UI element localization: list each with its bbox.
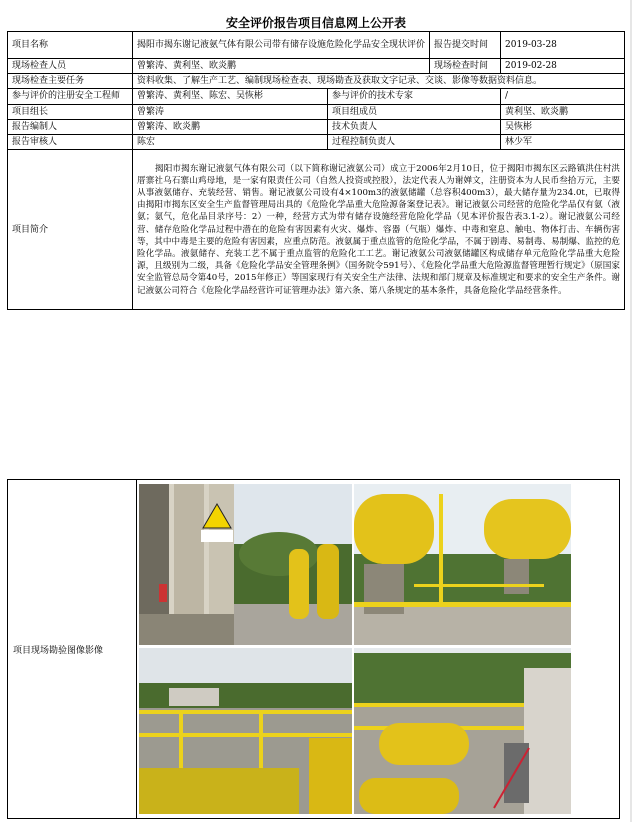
tasks-value: 资料收集、了解生产工艺、编制现场检查表、现场勘查及获取文字记录、交谈、影像等数据资料信息。 — [133, 74, 625, 89]
inspectors-value: 曾繁涛、黄利坚、欧炎鹏 — [133, 59, 430, 74]
process-control-value: 林少军 — [501, 135, 625, 150]
site-photo-railing-walkway — [139, 648, 352, 814]
author-value: 曾繁涛、欧炎鹏 — [133, 119, 328, 134]
reviewer-value: 陈宏 — [133, 135, 328, 150]
tech-lead-value: 吴恢彬 — [501, 119, 625, 134]
members-value: 黄利坚、欧炎鹏 — [501, 104, 625, 119]
engineers-label: 参与评价的注册安全工程师 — [8, 89, 133, 104]
site-photos-label: 项目现场勘验图像影像 — [13, 645, 104, 656]
site-photos-section — [7, 479, 620, 819]
experts-value: / — [501, 89, 625, 104]
site-photo-warning-sign-tanks — [139, 484, 352, 645]
tasks-label: 现场检查主要任务 — [8, 74, 133, 89]
intro-text: 揭阳市揭东谢记液氨气体有限公司（以下简称谢记液氨公司）成立于2006年2月10日，位于揭阳市揭东区云路镇洪住村洪厝寨社乌石寨山鸡母地，是一家有限责任公司（自然人投资或控股），法定代表人为谢婵文，注册资本为人民币叁拾万元，主要从事液氨储存、充装经营、销售。谢记液氨公司设有4×100m3的液氨储罐（总容积400m3），最大储存量为234.0t，已取得由揭阳市揭东区安全生产监督管理局出具的《危险化学品重大危险源备案登记表》。谢记液氨公司经营的危险化学品仅有氨（液氨；氨气，危化品目录序号：2）一种，经营方式为带有储存设施经营危险化学品（见本评价报告表3.1-2）。谢记液氨公司经营、储存危险化学品过程中潜在的危险有害因素有火灾、爆炸、容器（气瓶）爆炸、中毒和窒息、触电、物体打击、车辆伤害等，其中中毒是主要的危险有害因素，应重点防范。液氨属于重点监管的危险化学品，不属于剧毒、易制毒、易制爆、监控的危险化学品。液氨储存、充装工艺不属于重点监管的危险化工工艺。谢记液氨公司液氨储罐区构成储存单元危险化学品重大危险源，且级别为二级，具备《危险化学品安全管理条例》（国务院令591号）、《危险化学品重大危险源监督管理暂行规定》（原国家安全监管总局令第40号，2015年修正）等国家现行有关安全生产法律、法规和部门规章及标准规定和要求的安全生产条件。谢记液氨公司符合《危险化学品经营许可证管理办法》第六条、第八条规定的基本条件，具备危险化学品经营条件。 — [133, 150, 625, 310]
project-name-value-cell: 揭阳市揭东谢记液氨气体有限公司带有储存设施危险化学品安全现状评价 — [133, 32, 430, 59]
submit-time-label-cell: 报告提交时间 — [430, 32, 501, 59]
project-info-grid — [7, 31, 625, 310]
reviewer-label: 报告审核人 — [8, 135, 133, 150]
leader-value: 曾繁涛 — [133, 104, 328, 119]
leader-label: 项目组长 — [8, 104, 133, 119]
inspectors-label: 现场检查人员 — [8, 59, 133, 74]
document-title: 安全评价报告项目信息网上公开表 — [225, 16, 406, 30]
section-divider — [136, 480, 137, 818]
members-label: 项目组成员 — [328, 104, 501, 119]
author-label: 报告编制人 — [8, 119, 133, 134]
process-control-label: 过程控制负责人 — [328, 135, 501, 150]
site-photo-tank-farm — [354, 484, 571, 645]
submit-time-value-cell: 2019-03-28 — [501, 32, 625, 59]
engineers-value: 曾繁涛、黄利坚、陈宏、吴恢彬 — [133, 89, 328, 104]
inspect-time-label: 现场检查时间 — [430, 59, 501, 74]
experts-label: 参与评价的技术专家 — [328, 89, 501, 104]
tech-lead-label: 技术负责人 — [328, 119, 501, 134]
project-name-label-cell: 项目名称 — [8, 32, 133, 59]
inspect-time-value: 2019-02-28 — [501, 59, 625, 74]
site-photo-cylinder-filling — [354, 648, 571, 814]
intro-label: 项目简介 — [8, 150, 133, 310]
